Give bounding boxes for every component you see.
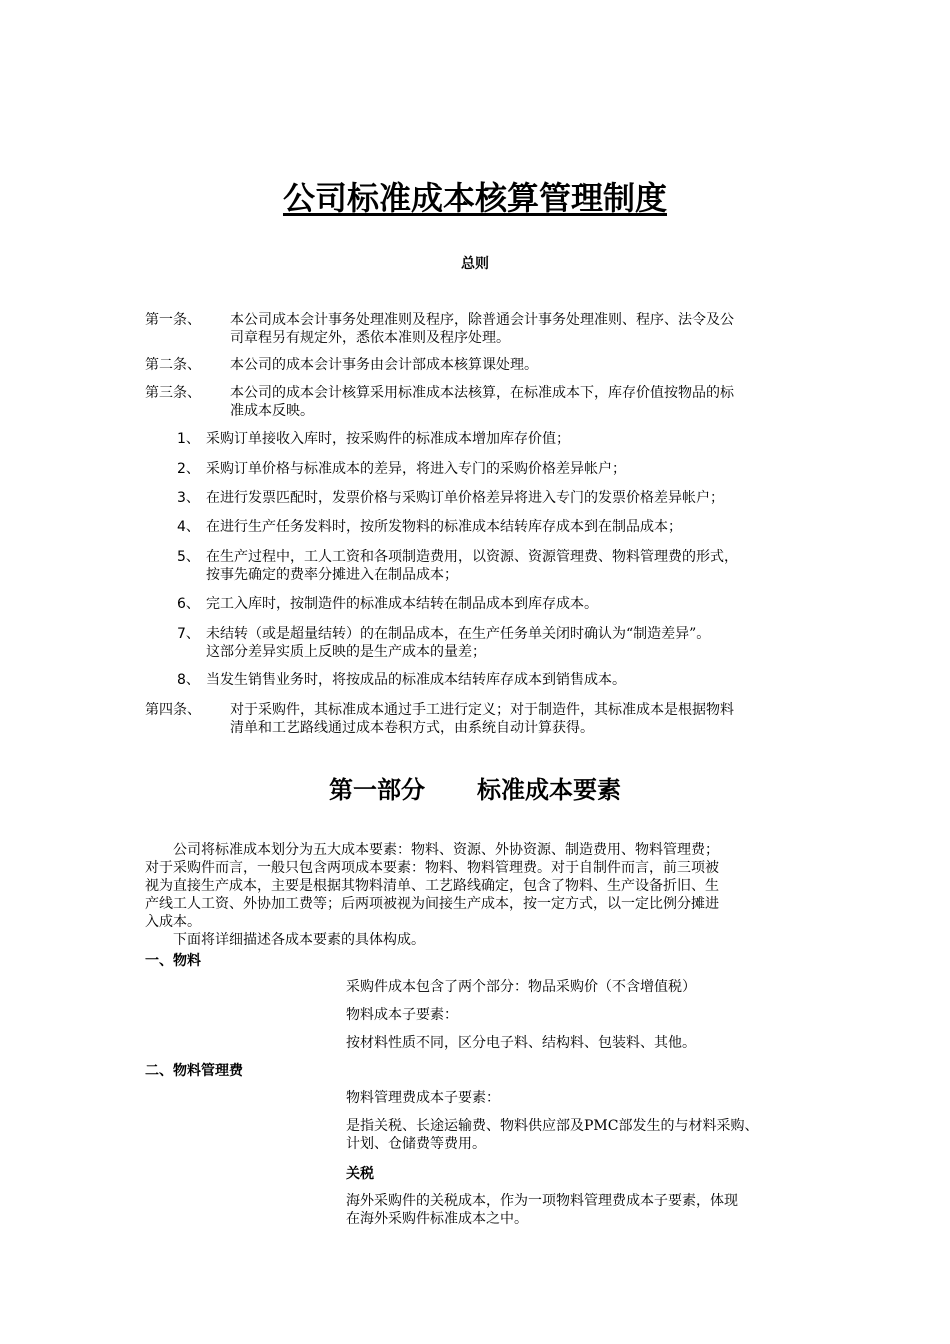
article-1-text: 本公司成本会计事务处理准则及程序，除普通会计事务处理准则、程序、法令及公 司章程另有规定外，悉依本准则及程序处理。 <box>230 312 734 346</box>
list-item-number: 4、 <box>177 519 200 535</box>
list-item-number: 8、 <box>177 672 200 688</box>
subsection-paragraph: 海外采购件的关税成本，作为一项物料管理费成本子要素，体现 在海外采购件标准成本之中。 <box>346 1193 738 1227</box>
list-item: 在进行发票匹配时，发票价格与采购订单价格差异将进入专门的发票价格差异帐户； <box>206 490 724 506</box>
section-text: 物料成本子要素： <box>346 1007 458 1023</box>
intro-paragraph: 公司将标准成本划分为五大成本要素：物料、资源、外协资源、制造费用、物料管理费； 对于采购件而言，一般只包含两项成本要素：物料、物料管理费。对于自制件而言，前三项被 视为直接生产成本，主要是根据其物料清单、工艺路线确定，包含了物料、生产设备折旧、生 产线工人工资、外协加工费等；后两项被视为间接生产成本，按一定方式，以一定比例分摊进 入成本。 下面将详细描述各成本要素的具体构成。 <box>145 842 719 948</box>
section-paragraph: 是指关税、长途运输费、物料供应部及PMC部发生的与材料采购、 计划、仓储费等费用。 <box>346 1118 759 1152</box>
article-2-text: 本公司的成本会计事务由会计部成本核算课处理。 <box>230 357 538 373</box>
article-1-label: 第一条、 <box>145 312 201 328</box>
article-4-label: 第四条、 <box>145 702 201 718</box>
list-item-number: 6、 <box>177 596 200 612</box>
article-3-label: 第三条、 <box>145 385 201 401</box>
list-item: 当发生销售业务时，将按成品的标准成本结转库存成本到销售成本。 <box>206 672 626 688</box>
section-subtitle: 总则 <box>461 256 489 272</box>
section-heading-material: 一、物料 <box>145 953 201 969</box>
section-heading-material-management-fee: 二、物料管理费 <box>145 1063 243 1079</box>
article-4-text: 对于采购件，其标准成本通过手工进行定义；对于制造件，其标准成本是根据物料 清单和工艺路线通过成本卷积方式，由系统自动计算获得。 <box>230 702 734 736</box>
list-item-number: 3、 <box>177 490 200 506</box>
list-item-number: 5、 <box>177 549 200 565</box>
document-title: 公司标准成本核算管理制度 <box>282 179 667 217</box>
list-item: 完工入库时，按制造件的标准成本结转在制品成本到库存成本。 <box>206 596 598 612</box>
list-item-number: 7、 <box>177 626 200 642</box>
list-item: 在进行生产任务发料时，按所发物料的标准成本结转库存成本到在制品成本； <box>206 519 682 535</box>
list-item-number: 1、 <box>177 431 200 447</box>
list-item: 采购订单接收入库时，按采购件的标准成本增加库存价值； <box>206 431 570 447</box>
section-text: 物料管理费成本子要素： <box>346 1090 500 1106</box>
article-3-text: 本公司的成本会计核算采用标准成本法核算，在标准成本下，库存价值按物品的标 准成本反映。 <box>230 385 734 419</box>
list-item: 采购订单价格与标准成本的差异，将进入专门的采购价格差异帐户； <box>206 461 626 477</box>
list-item-number: 2、 <box>177 461 200 477</box>
article-2-label: 第二条、 <box>145 357 201 373</box>
list-item: 未结转（或是超量结转）的在制品成本，在生产任务单关闭时确认为“制造差异”。 这部分差异实质上反映的是生产成本的量差； <box>206 626 711 660</box>
subsection-heading-tariff: 关税 <box>346 1166 374 1182</box>
section-text: 采购件成本包含了两个部分：物品采购价（不含增值税） <box>346 979 696 995</box>
part-title: 第一部分 标准成本要素 <box>329 776 621 804</box>
section-text: 按材料性质不同，区分电子料、结构料、包装料、其他。 <box>346 1035 696 1051</box>
list-item: 在生产过程中，工人工资和各项制造费用，以资源、资源管理费、物料管理费的形式， 按事先确定的费率分摊进入在制品成本； <box>206 549 738 583</box>
